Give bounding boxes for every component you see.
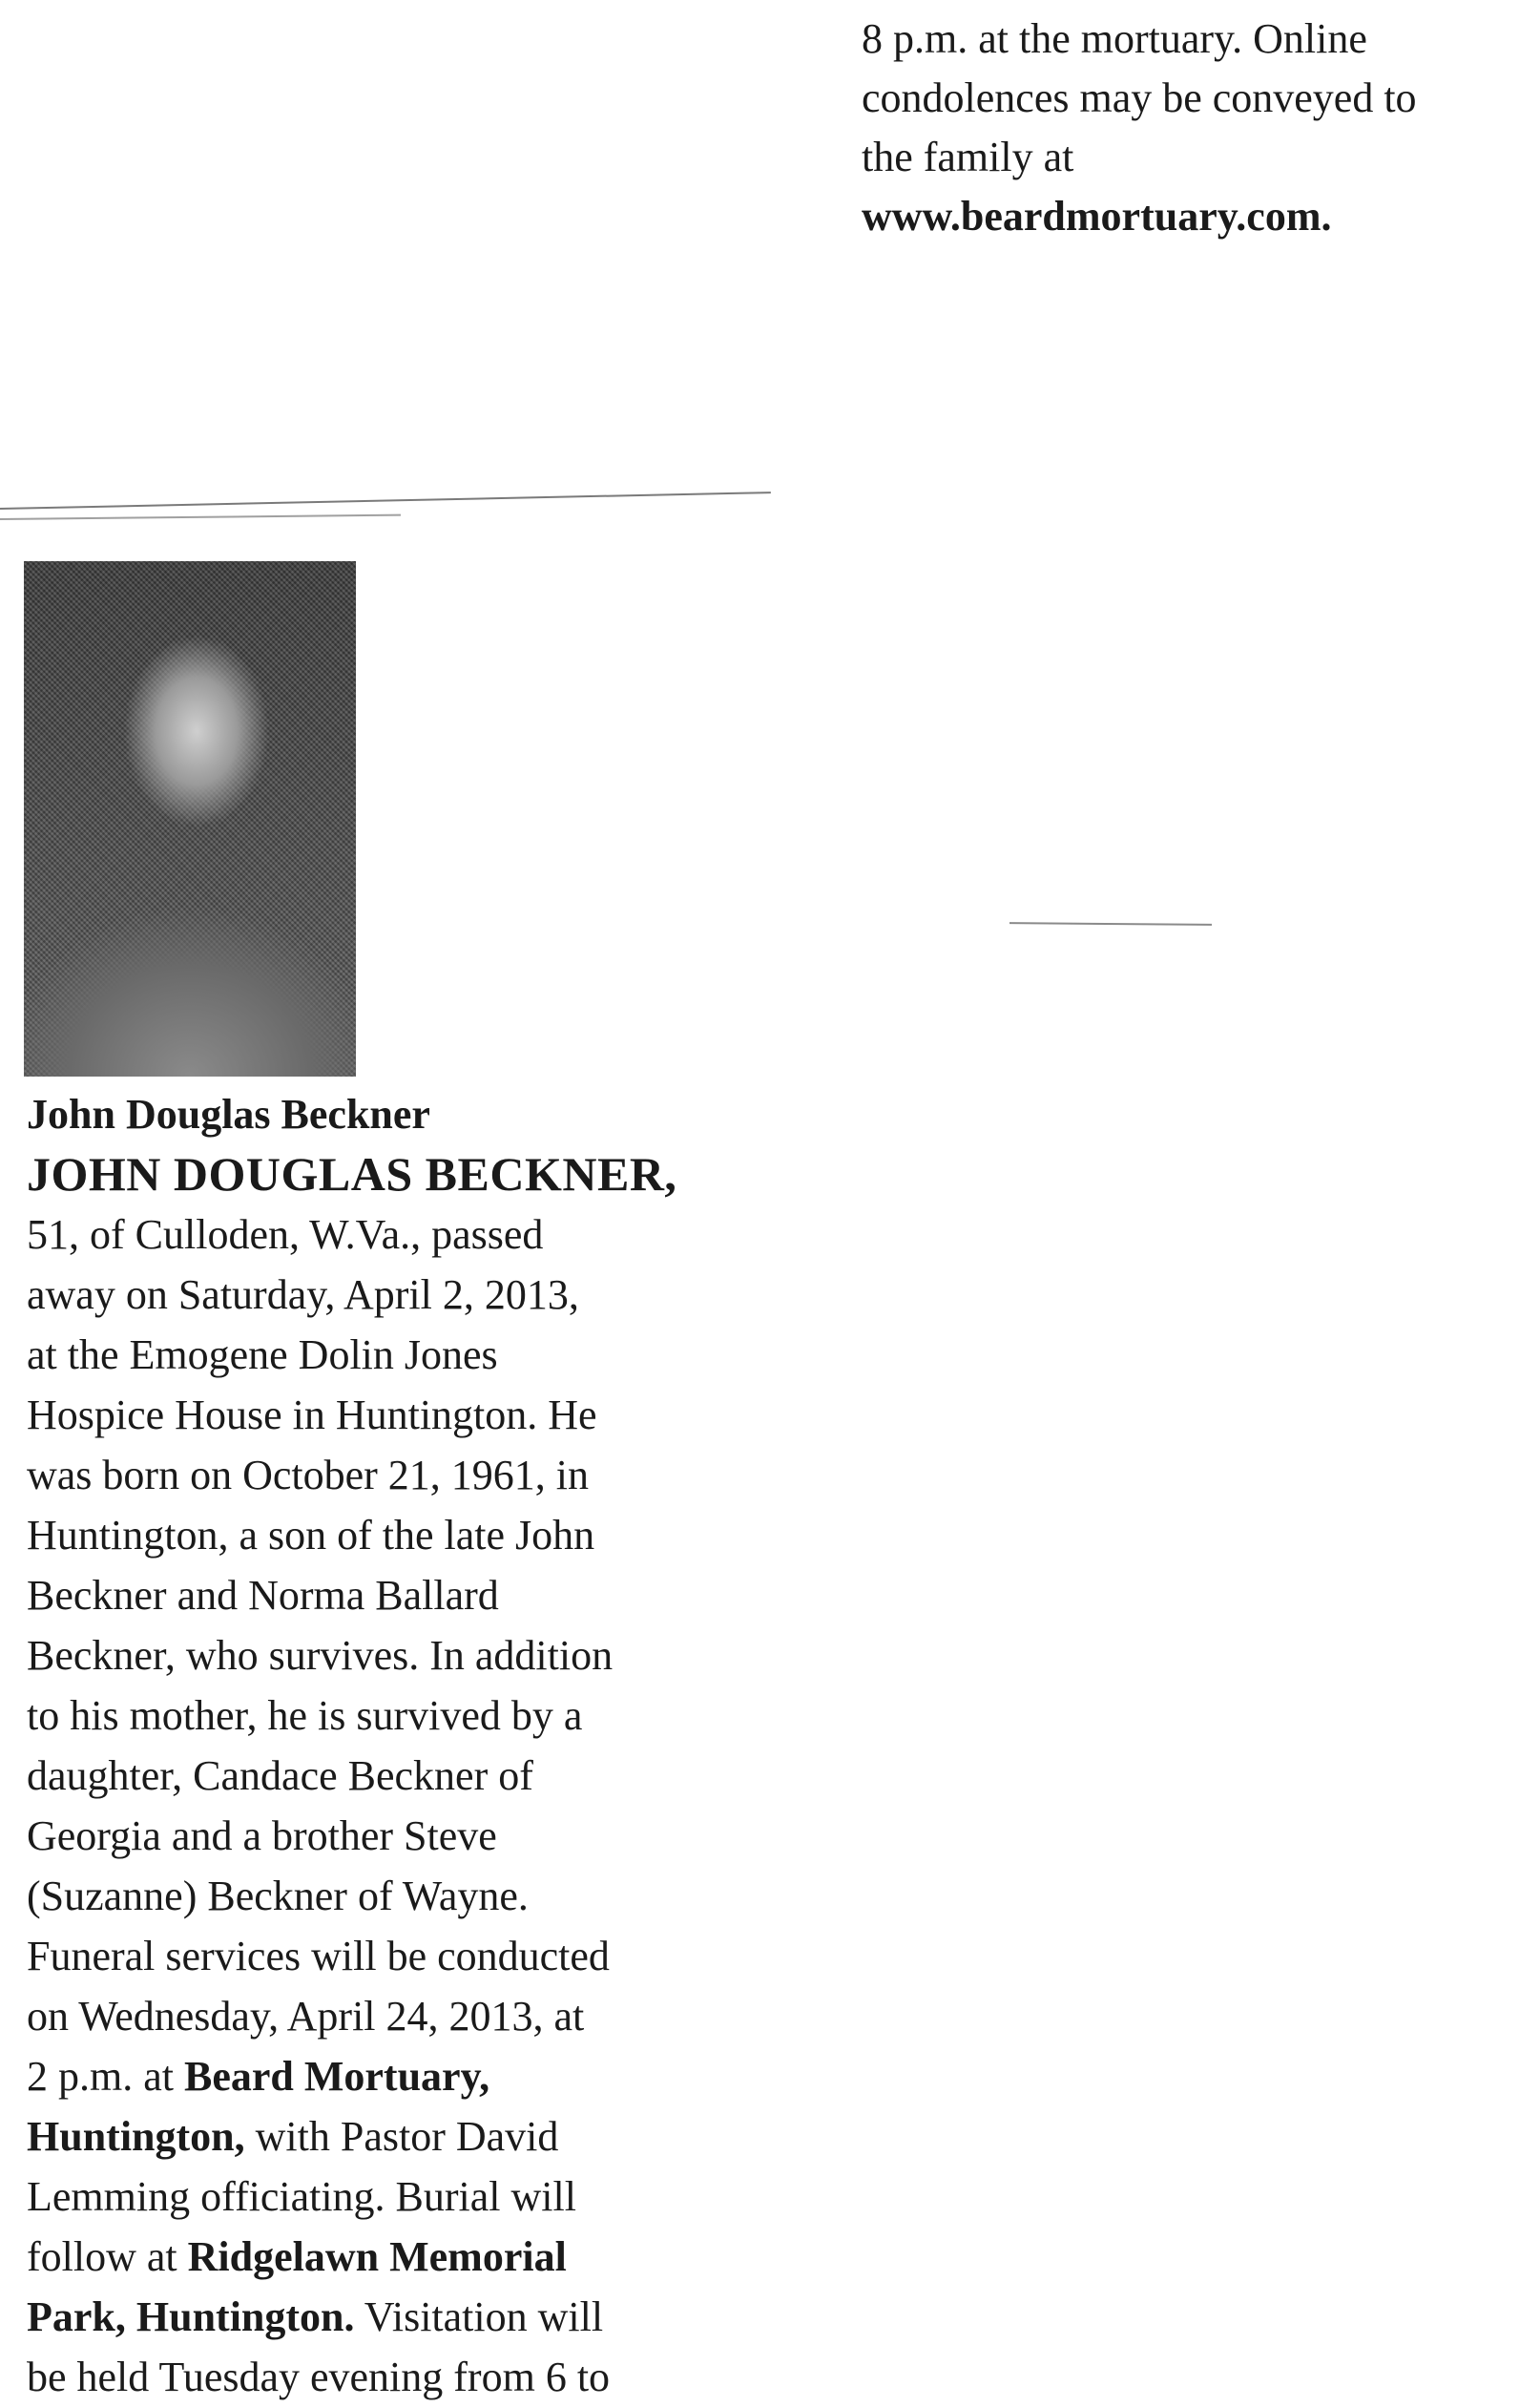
obituary-line bbox=[27, 2347, 847, 2407]
obituary-line bbox=[27, 1625, 847, 1685]
obituary-line bbox=[27, 1204, 847, 1265]
text-run: Georgia and a brother Steve bbox=[27, 1812, 497, 1859]
text-run: Hospice House in Huntington. He bbox=[27, 1392, 597, 1438]
obituary-line bbox=[27, 1445, 847, 1505]
obituary-line bbox=[27, 1806, 847, 1866]
obituary-article bbox=[27, 1086, 847, 2407]
text-run: away on Saturday, April 2, 2013, bbox=[27, 1271, 579, 1318]
portrait-photo bbox=[24, 561, 356, 1077]
mortuary-website: www.beardmortuary.com. bbox=[862, 193, 1332, 240]
obituary-line bbox=[27, 1746, 847, 1806]
text-run: Beckner and Norma Ballard bbox=[27, 1572, 499, 1619]
obituary-line bbox=[27, 1385, 847, 1445]
continued-text-column bbox=[862, 10, 1530, 246]
continued-line: the family at bbox=[862, 134, 1074, 180]
text-run: 51, of Culloden, W.Va., passed bbox=[27, 1211, 544, 1258]
text-run: Beckner, who survives. In addition bbox=[27, 1632, 614, 1679]
bold-text: Ridgelawn Memorial bbox=[187, 2233, 567, 2280]
scan-mark bbox=[1009, 922, 1212, 926]
obituary-line bbox=[27, 1685, 847, 1746]
bold-text: Beard Mortuary, bbox=[183, 2053, 490, 2100]
text-run: Visitation will bbox=[354, 2293, 604, 2340]
obituary-line bbox=[27, 2287, 847, 2347]
text-run: be held Tuesday evening from 6 to bbox=[27, 2354, 611, 2400]
obituary-line bbox=[27, 2166, 847, 2227]
bold-text: Huntington, bbox=[27, 2113, 245, 2160]
text-run: was born on October 21, 1961, in bbox=[27, 1452, 590, 1498]
divider-rule bbox=[0, 514, 401, 520]
obituary-line bbox=[27, 1265, 847, 1325]
text-run: 2 p.m. at bbox=[27, 2053, 184, 2100]
text-run: to his mother, he is survived by a bbox=[27, 1692, 583, 1739]
obituary-line bbox=[27, 1926, 847, 1986]
obituary-line bbox=[27, 1325, 847, 1385]
obituary-line bbox=[27, 1505, 847, 1565]
obituary-line bbox=[27, 2106, 847, 2166]
obituary-line bbox=[27, 2046, 847, 2106]
obituary-line bbox=[27, 1986, 847, 2046]
text-run: daughter, Candace Beckner of bbox=[27, 1752, 533, 1799]
bold-text: Park, Huntington. bbox=[27, 2293, 355, 2340]
text-run: with Pastor David bbox=[244, 2113, 559, 2160]
text-run: at the Emogene Dolin Jones bbox=[27, 1331, 498, 1378]
obituary-body bbox=[27, 1204, 847, 2407]
continued-line: 8 p.m. at the mortuary. Online bbox=[862, 15, 1367, 62]
text-run: Lemming officiating. Burial will bbox=[27, 2173, 576, 2220]
obituary-heading: John Douglas Beckner bbox=[27, 1091, 430, 1138]
text-run: Funeral services will be conducted bbox=[27, 1933, 610, 1979]
obituary-line bbox=[27, 1866, 847, 1926]
obituary-line bbox=[27, 2227, 847, 2287]
text-run: (Suzanne) Beckner of Wayne. bbox=[27, 1873, 529, 1919]
continued-line: condolences may be conveyed to bbox=[862, 74, 1417, 121]
divider-rule bbox=[0, 492, 771, 510]
obituary-name: JOHN DOUGLAS BECKNER, bbox=[27, 1147, 677, 1201]
text-run: follow at bbox=[27, 2233, 188, 2280]
text-run: Huntington, a son of the late John bbox=[27, 1512, 595, 1559]
text-run: on Wednesday, April 24, 2013, at bbox=[27, 1993, 585, 2040]
obituary-line bbox=[27, 1565, 847, 1625]
